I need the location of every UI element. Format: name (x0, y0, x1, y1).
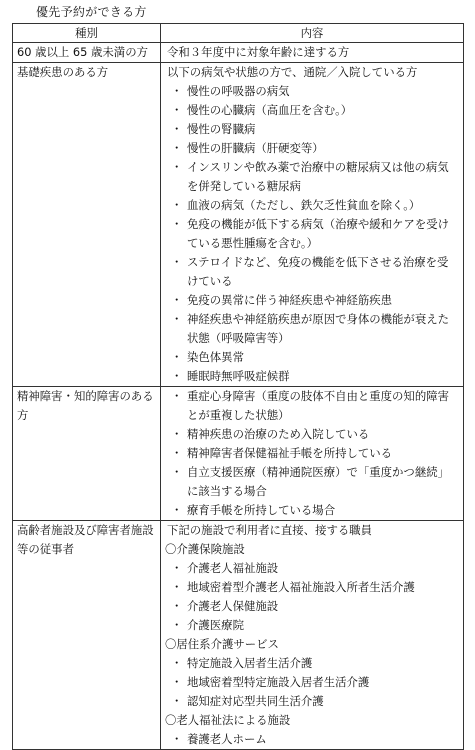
bullet-marker: ・ (171, 84, 183, 98)
bullet-item (165, 578, 459, 597)
bullet-marker: ・ (171, 103, 183, 117)
description-text: 令和３年度中に対象年齢に達する方 (167, 45, 350, 59)
bullet-item (165, 463, 459, 501)
bullet-text: 血液の病気（ただし、鉄欠乏性貧血を除く。） (187, 198, 421, 212)
bullet-marker: ・ (171, 141, 183, 155)
bullet-item (165, 82, 459, 101)
facility-group-heading: 〇介護保険施設 (165, 542, 245, 556)
bullet-text: 地域密着型特定施設入居者生活介護 (187, 675, 370, 689)
bullet-item (165, 616, 459, 635)
bullet-text: 免疫の異常に伴う神経疾患や神経筋疾患 (187, 293, 393, 307)
bullet-marker: ・ (171, 732, 183, 746)
bullet-marker: ・ (171, 255, 183, 269)
bullet-text: 神経疾患や神経筋疾患が原因で身体の機能が衰えた状態（呼吸障害等） (187, 312, 449, 345)
bullet-item (165, 501, 459, 520)
bullet-text: 自立支援医療（精神通院医療）で「重度かつ継続」に該当する場合 (187, 465, 449, 498)
bullet-marker: ・ (171, 675, 183, 689)
bullet-marker: ・ (171, 618, 183, 632)
bullet-marker: ・ (171, 656, 183, 670)
priority-reservation-table (12, 23, 464, 750)
bullet-text: 介護老人福祉施設 (187, 561, 279, 575)
bullet-marker: ・ (171, 293, 183, 307)
bullet-text: 療育手帳を所持している場合 (187, 503, 336, 517)
bullet-text: 精神障害者保健福祉手帳を所持している (187, 446, 393, 460)
bullet-text: 特定施設入居者生活介護 (187, 656, 313, 670)
header-category: 種別 (13, 24, 161, 43)
bullet-text: 介護老人保健施設 (187, 599, 279, 613)
content-cell (161, 63, 464, 387)
bullet-text: 養護老人ホーム (187, 732, 267, 746)
category-cell: 基礎疾患のある方 (13, 63, 161, 387)
bullet-item (165, 444, 459, 463)
bullet-marker: ・ (171, 427, 183, 441)
facility-group-heading: 〇居住系介護サービス (165, 637, 279, 651)
bullet-text: 慢性の肝臓病（肝硬変等） (187, 141, 324, 155)
bullet-item (165, 310, 459, 348)
bullet-text: 認知症対応型共同生活介護 (187, 694, 324, 708)
bullet-item (165, 673, 459, 692)
bullet-item (165, 291, 459, 310)
bullet-item (165, 654, 459, 673)
bullet-item (165, 597, 459, 616)
category-cell: 60 歳以上 65 歳未満の方 (13, 43, 161, 63)
bullet-text: 染色体異常 (187, 350, 244, 364)
bullet-marker: ・ (171, 122, 183, 136)
bullet-text: 免疫の機能が低下する病気（治療や緩和ケアを受けている悪性腫瘍を含む。） (187, 217, 449, 250)
bullet-marker: ・ (171, 198, 183, 212)
bullet-marker: ・ (171, 503, 183, 517)
category-cell: 高齢者施設及び障害者施設等の従事者 (13, 521, 161, 750)
bullet-item (165, 158, 459, 196)
bullet-item (165, 387, 459, 425)
bullet-marker: ・ (171, 389, 183, 403)
bullet-item (165, 730, 459, 749)
bullet-text: 地域密着型介護老人福祉施設入所者生活介護 (187, 580, 415, 594)
bullet-marker: ・ (171, 217, 183, 231)
description-text: 以下の病気や状態の方で、通院／入院している方 (167, 65, 418, 79)
bullet-text: 慢性の呼吸器の病気 (187, 84, 290, 98)
content-cell (161, 521, 464, 750)
bullet-text: 慢性の腎臓病 (187, 122, 256, 136)
bullet-item (165, 692, 459, 711)
bullet-item (165, 425, 459, 444)
bullet-text: 重症心身障害（重度の肢体不自由と重度の知的障害とが重複した状態） (187, 389, 449, 422)
table-row (13, 521, 464, 750)
bullet-item (165, 253, 459, 291)
bullet-text: 介護医療院 (187, 618, 244, 632)
bullet-item (165, 139, 459, 158)
bullet-marker: ・ (171, 446, 183, 460)
bullet-item (165, 367, 459, 386)
bullet-item (165, 120, 459, 139)
bullet-marker: ・ (171, 561, 183, 575)
table-row (13, 387, 464, 521)
bullet-text: 精神疾患の治療のため入院している (187, 427, 370, 441)
category-cell: 精神障害・知的障害のある方 (13, 387, 161, 521)
table-row (13, 63, 464, 387)
bullet-marker: ・ (171, 465, 183, 479)
bullet-text: 睡眠時無呼吸症候群 (187, 369, 290, 383)
bullet-text: インスリンや飲み薬で治療中の糖尿病又は他の病気を併発している糖尿病 (187, 160, 449, 193)
table-row (13, 43, 464, 63)
header-content: 内容 (161, 24, 464, 43)
bullet-text: ステロイドなど、免疫の機能を低下させる治療を受けている (187, 255, 449, 288)
bullet-text: 慢性の心臓病（高血圧を含む。） (187, 103, 353, 117)
table-caption: 優先予約ができる方 (36, 5, 147, 19)
bullet-marker: ・ (171, 160, 183, 174)
bullet-item (165, 215, 459, 253)
bullet-marker: ・ (171, 312, 183, 326)
content-cell (161, 387, 464, 521)
content-cell (161, 43, 464, 63)
facility-group-heading: 〇老人福祉法による施設 (165, 713, 291, 727)
bullet-marker: ・ (171, 350, 183, 364)
bullet-item (165, 348, 459, 367)
bullet-marker: ・ (171, 580, 183, 594)
table-header-row (13, 24, 464, 43)
description-text: 下記の施設で利用者に直接、接する職員 (167, 523, 373, 537)
bullet-item (165, 101, 459, 120)
bullet-marker: ・ (171, 599, 183, 613)
bullet-marker: ・ (171, 694, 183, 708)
bullet-item (165, 559, 459, 578)
bullet-item (165, 196, 459, 215)
bullet-marker: ・ (171, 369, 183, 383)
